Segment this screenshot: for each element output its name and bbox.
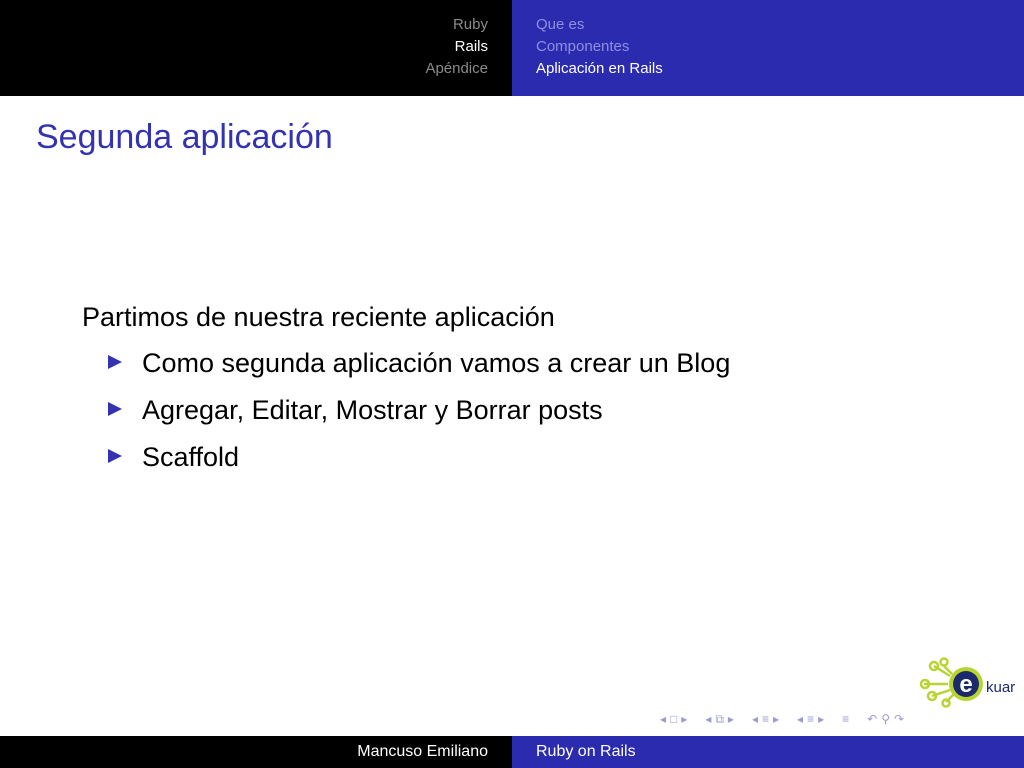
slide-frame-icon[interactable]: □ — [670, 712, 678, 726]
nav-prev-slide-icon[interactable]: ◂ — [660, 712, 667, 726]
ekuar-logo-graphic — [920, 656, 1020, 708]
subsection-link-aplicacion-en-rails[interactable]: Aplicación en Rails — [536, 60, 663, 77]
search-icon[interactable]: ⚲ — [881, 712, 890, 726]
nav-prev-frame-icon[interactable]: ◂ — [705, 712, 712, 726]
bullet-item — [108, 348, 730, 379]
bullet-triangle-icon — [108, 355, 122, 369]
bullet-text: Scaffold — [142, 442, 240, 472]
nav-prev-subsection-icon[interactable]: ◂ — [751, 712, 758, 726]
subsection-nav — [512, 0, 1024, 96]
bullet-triangle-icon — [108, 402, 122, 416]
section-link-rails[interactable]: Rails — [454, 38, 488, 55]
subsection-link-que-es[interactable]: Que es — [536, 16, 585, 33]
frame-stack-icon[interactable]: ⧉ — [715, 711, 724, 726]
bullet-text: Como segunda aplicación vamos a crear un Blog — [142, 348, 731, 378]
nav-next-frame-icon[interactable]: ▸ — [727, 712, 734, 726]
slide-title: Segunda aplicación — [36, 118, 333, 156]
bullet-triangle-icon — [108, 449, 122, 463]
footer-title: Ruby on Rails — [536, 743, 636, 760]
bullet-item — [108, 395, 603, 426]
redo-arrow-icon[interactable]: ↷ — [893, 712, 905, 726]
footer-title-panel — [512, 736, 1024, 768]
footer-bar — [0, 736, 1024, 768]
ekuar-logo — [920, 656, 1020, 708]
nav-prev-section-icon[interactable]: ◂ — [797, 712, 804, 726]
nav-next-section-icon[interactable]: ▸ — [818, 712, 825, 726]
section-link-apendice[interactable]: Apéndice — [425, 60, 488, 77]
bullet-text: Agregar, Editar, Mostrar y Borrar posts — [142, 395, 603, 425]
header-bar — [0, 0, 1024, 96]
beamer-nav-symbols — [660, 707, 904, 731]
document-icon[interactable]: ≡ — [842, 712, 850, 726]
logo-text: kuar — [986, 679, 1016, 696]
subsection-icon[interactable]: ≡ — [761, 712, 769, 726]
slide-intro-text: Partimos de nuestra reciente aplicación — [82, 302, 555, 332]
section-link-ruby[interactable]: Ruby — [452, 16, 488, 33]
footer-author-panel — [0, 736, 512, 768]
subsection-link-componentes[interactable]: Componentes — [536, 38, 630, 55]
footer-author: Mancuso Emiliano — [357, 743, 488, 760]
nav-next-slide-icon[interactable]: ▸ — [681, 712, 688, 726]
section-icon[interactable]: ≡ — [807, 712, 815, 726]
logo-letter: e — [959, 671, 973, 698]
undo-arrow-icon[interactable]: ↶ — [867, 712, 878, 726]
nav-next-subsection-icon[interactable]: ▸ — [773, 712, 780, 726]
section-nav — [0, 0, 512, 96]
bullet-item — [108, 442, 239, 473]
